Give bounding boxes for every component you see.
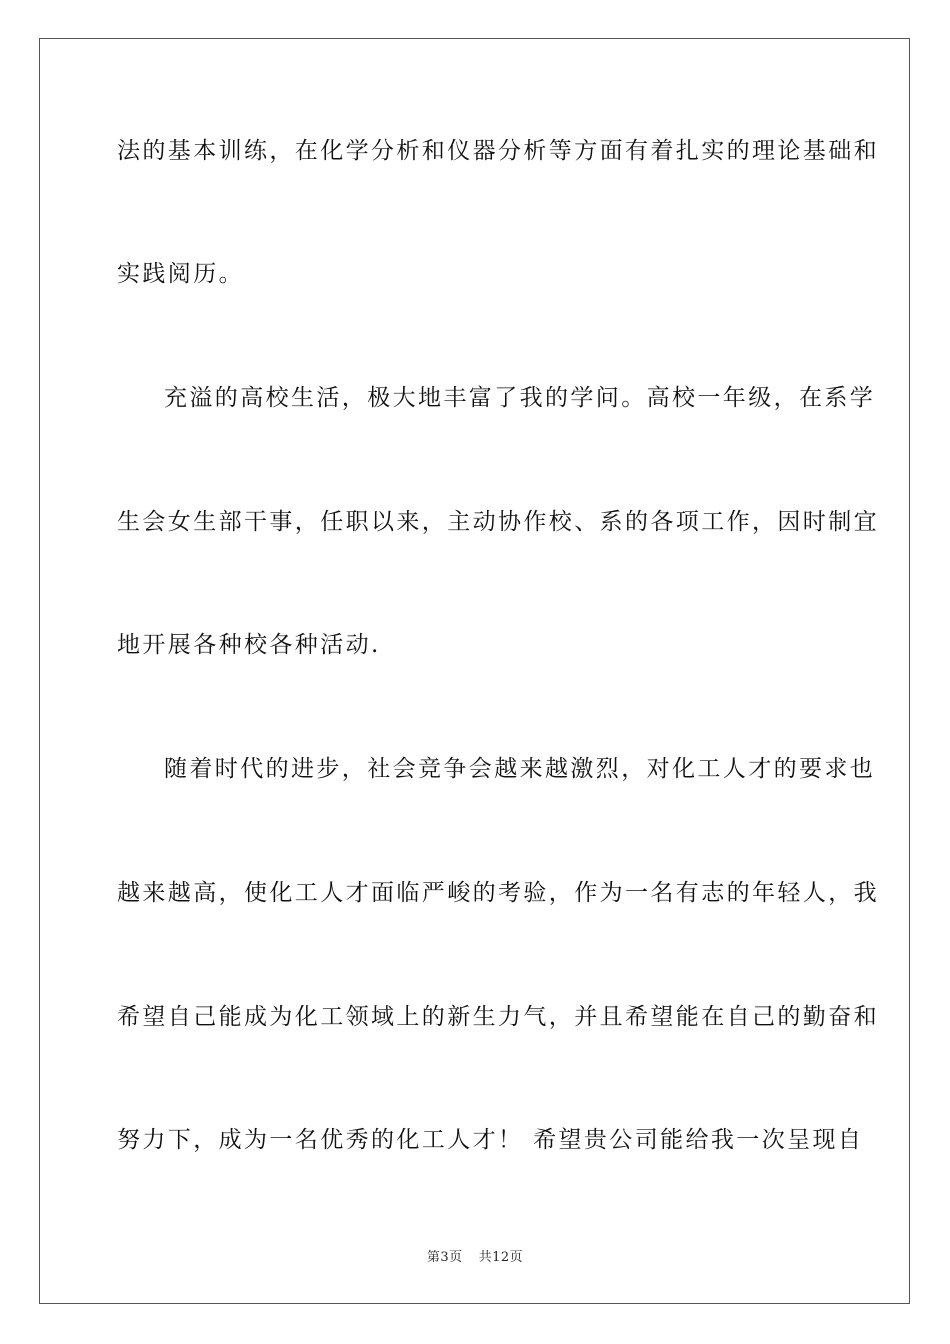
paragraph-start-line: 充溢的高校生活，极大地丰富了我的学问。高校一年级，在系学 <box>164 385 876 411</box>
page-footer <box>0 1246 950 1265</box>
body-text-line: 努力下，成为一名优秀的化工人才！ 希望贵公司能给我一次呈现自 <box>117 1127 864 1153</box>
page-number: 第3页 <box>426 1250 463 1265</box>
body-text-line: 越来越高，使化工人才面临严峻的考验，作为一名有志的年轻人，我 <box>117 880 879 906</box>
paragraph-start-line: 随着时代的进步，社会竞争会越来越激烈，对化工人才的要求也 <box>164 756 876 782</box>
page-total: 共12页 <box>478 1250 524 1265</box>
body-text-line: 希望自己能成为化工领域上的新生力气，并且希望能在自己的勤奋和 <box>117 1004 879 1030</box>
body-text-line: 地开展各种校各种活动. <box>117 632 381 658</box>
body-text-line: 生会女生部干事，任职以来，主动协作校、系的各项工作，因时制宜 <box>117 509 879 535</box>
body-text-line: 法的基本训练，在化学分析和仪器分析等方面有着扎实的理论基础和 <box>117 138 879 164</box>
body-text-line: 实践阅历。 <box>117 261 244 287</box>
page-border <box>39 38 910 1304</box>
